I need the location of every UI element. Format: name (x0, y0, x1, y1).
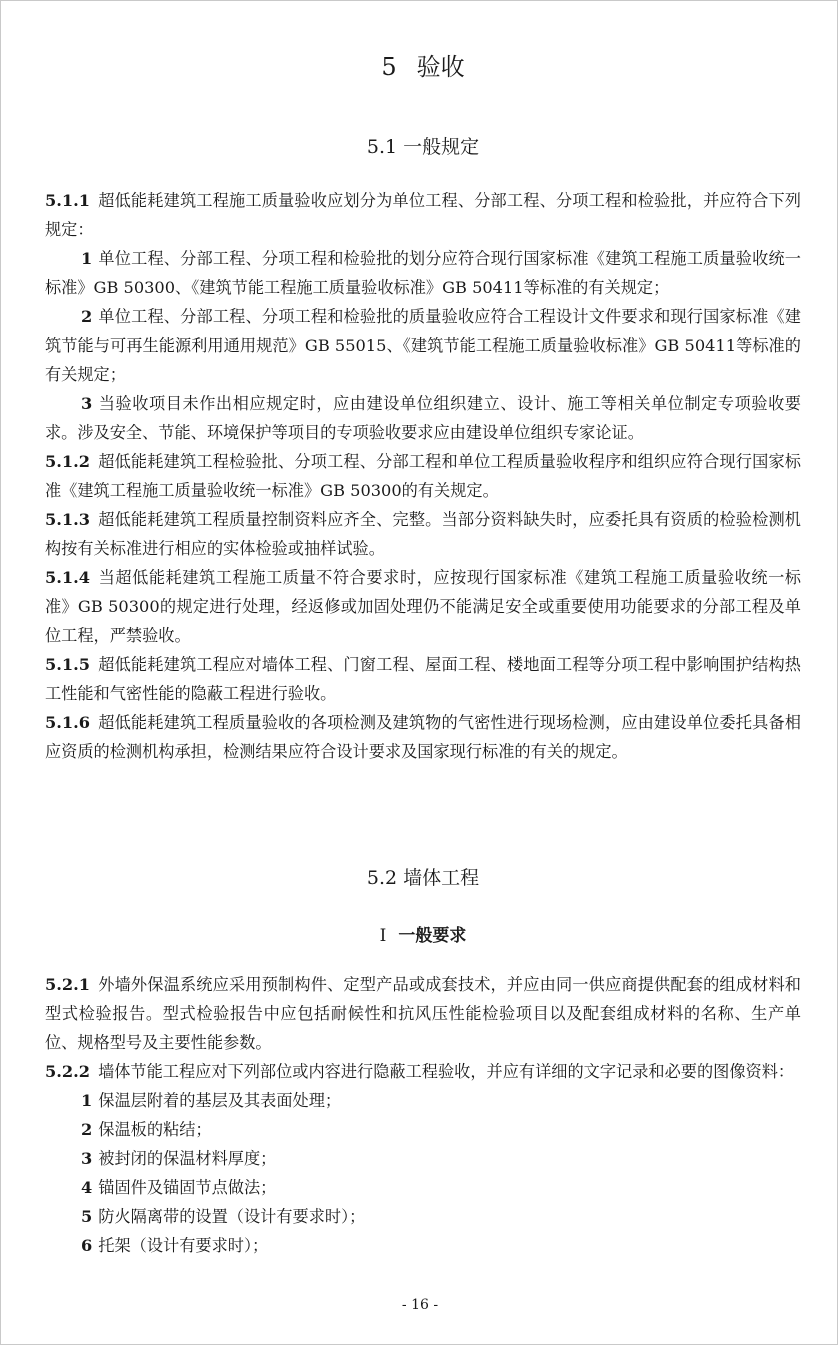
item-text: 托架（设计有要求时）； (98, 1236, 269, 1255)
clause-number: 5.1.1 (45, 191, 91, 210)
item-text: 单位工程、分部工程、分项工程和检验批的划分应符合现行国家标准《建筑工程施工质量验收统一标准》GB 50300、《建筑节能工程施工质量验收标准》GB 50411等标准的有关规定； (45, 249, 801, 297)
clause-number: 5.1.2 (45, 452, 91, 471)
page-number: - 16 - (401, 1297, 439, 1313)
list-item (45, 1144, 801, 1173)
clause-text: 超低能耗建筑工程质量控制资料应齐全、完整。当部分资料缺失时，应委托具有资质的检验检测机构按有关标准进行相应的实体检验或抽样试验。 (45, 510, 801, 558)
section-heading-5-1: 5.1 一般规定 (366, 136, 480, 158)
item-number: 4 (81, 1178, 93, 1197)
clause-5-1-6 (45, 708, 801, 766)
clause-number: 5.2.1 (45, 975, 91, 994)
chapter-number: 5 (381, 53, 397, 81)
clause-number: 5.1.6 (45, 713, 91, 732)
clause-text: 墙体节能工程应对下列部位或内容进行隐蔽工程验收，并应有详细的文字记录和必要的图像资料： (98, 1062, 795, 1081)
clause-number: 5.1.4 (45, 568, 91, 587)
clause-text: 超低能耗建筑工程检验批、分项工程、分部工程和单位工程质量验收程序和组织应符合现行国家标准《建筑工程施工质量验收统一标准》GB 50300的有关规定。 (45, 452, 801, 500)
clause-text: 当超低能耗建筑工程施工质量不符合要求时，应按现行国家标准《建筑工程施工质量验收统一标准》GB 50300的规定进行处理，经返修或加固处理仍不能满足安全或重要使用功能要求的分部工程及单位工程，严禁验收。 (45, 568, 801, 645)
item-number: 6 (81, 1236, 93, 1255)
list-item (45, 1086, 801, 1115)
item-number: 3 (81, 1149, 93, 1168)
item-number: 1 (81, 249, 93, 268)
list-item (45, 1173, 801, 1202)
item-number: 2 (81, 1120, 93, 1139)
item-number: 2 (81, 307, 93, 326)
list-item (45, 1115, 801, 1144)
item-text: 防火隔离带的设置（设计有要求时）； (98, 1207, 366, 1226)
clause-number: 5.1.5 (45, 655, 91, 674)
section-5-1-body (45, 186, 801, 766)
clause-5-1-4 (45, 563, 801, 650)
list-item (45, 244, 801, 302)
clause-number: 5.1.3 (45, 510, 91, 529)
clause-5-1-3 (45, 505, 801, 563)
list-item (45, 389, 801, 447)
item-number: 5 (81, 1207, 93, 1226)
chapter-title (45, 49, 801, 85)
clause-text: 外墙外保温系统应采用预制构件、定型产品或成套技术，并应由同一供应商提供配套的组成材料和型式检验报告。型式检验报告中应包括耐候性和抗风压性能检验项目以及配套组成材料的名称、生产单位、规格型号及主要性能参数。 (45, 975, 801, 1052)
section-5-2-body (45, 970, 801, 1260)
clause-text: 超低能耗建筑工程施工质量验收应划分为单位工程、分部工程、分项工程和检验批，并应符合下列规定： (45, 191, 801, 239)
chapter-name: 验收 (416, 53, 465, 81)
clause-5-2-2 (45, 1057, 801, 1086)
section-heading-5-2: 5.2 墙体工程 (366, 867, 480, 889)
subsection-heading (45, 923, 801, 949)
item-text: 保温板的粘结； (98, 1120, 212, 1139)
clause-5-1-5 (45, 650, 801, 708)
roman-numeral: I (379, 926, 387, 946)
list-item (45, 1231, 801, 1260)
list-item (45, 302, 801, 389)
subsection-title: 一般要求 (398, 926, 467, 946)
clause-5-1-1 (45, 186, 801, 244)
item-text: 被封闭的保温材料厚度； (98, 1149, 277, 1168)
item-number: 3 (81, 394, 93, 413)
clause-text: 超低能耗建筑工程应对墙体工程、门窗工程、屋面工程、楼地面工程等分项工程中影响围护结构热工性能和气密性能的隐蔽工程进行验收。 (45, 655, 801, 703)
item-text: 锚固件及锚固节点做法； (98, 1178, 277, 1197)
clause-text: 超低能耗建筑工程质量验收的各项检测及建筑物的气密性进行现场检测，应由建设单位委托具备相应资质的检测机构承担，检测结果应符合设计要求及国家现行标准的有关的规定。 (45, 713, 801, 761)
item-text: 单位工程、分部工程、分项工程和检验批的质量验收应符合工程设计文件要求和现行国家标准《建筑节能与可再生能源利用通用规范》GB 55015、《建筑节能工程施工质量验收标准》GB 50411等标准的有关规定； (45, 307, 801, 384)
item-text: 保温层附着的基层及其表面处理； (98, 1091, 342, 1110)
clause-5-1-2 (45, 447, 801, 505)
item-number: 1 (81, 1091, 93, 1110)
clause-number: 5.2.2 (45, 1062, 91, 1081)
clause-5-2-1 (45, 970, 801, 1057)
list-item (45, 1202, 801, 1231)
item-text: 当验收项目未作出相应规定时，应由建设单位组织建立、设计、施工等相关单位制定专项验收要求。涉及安全、节能、环境保护等项目的专项验收要求应由建设单位组织专家论证。 (45, 394, 801, 442)
